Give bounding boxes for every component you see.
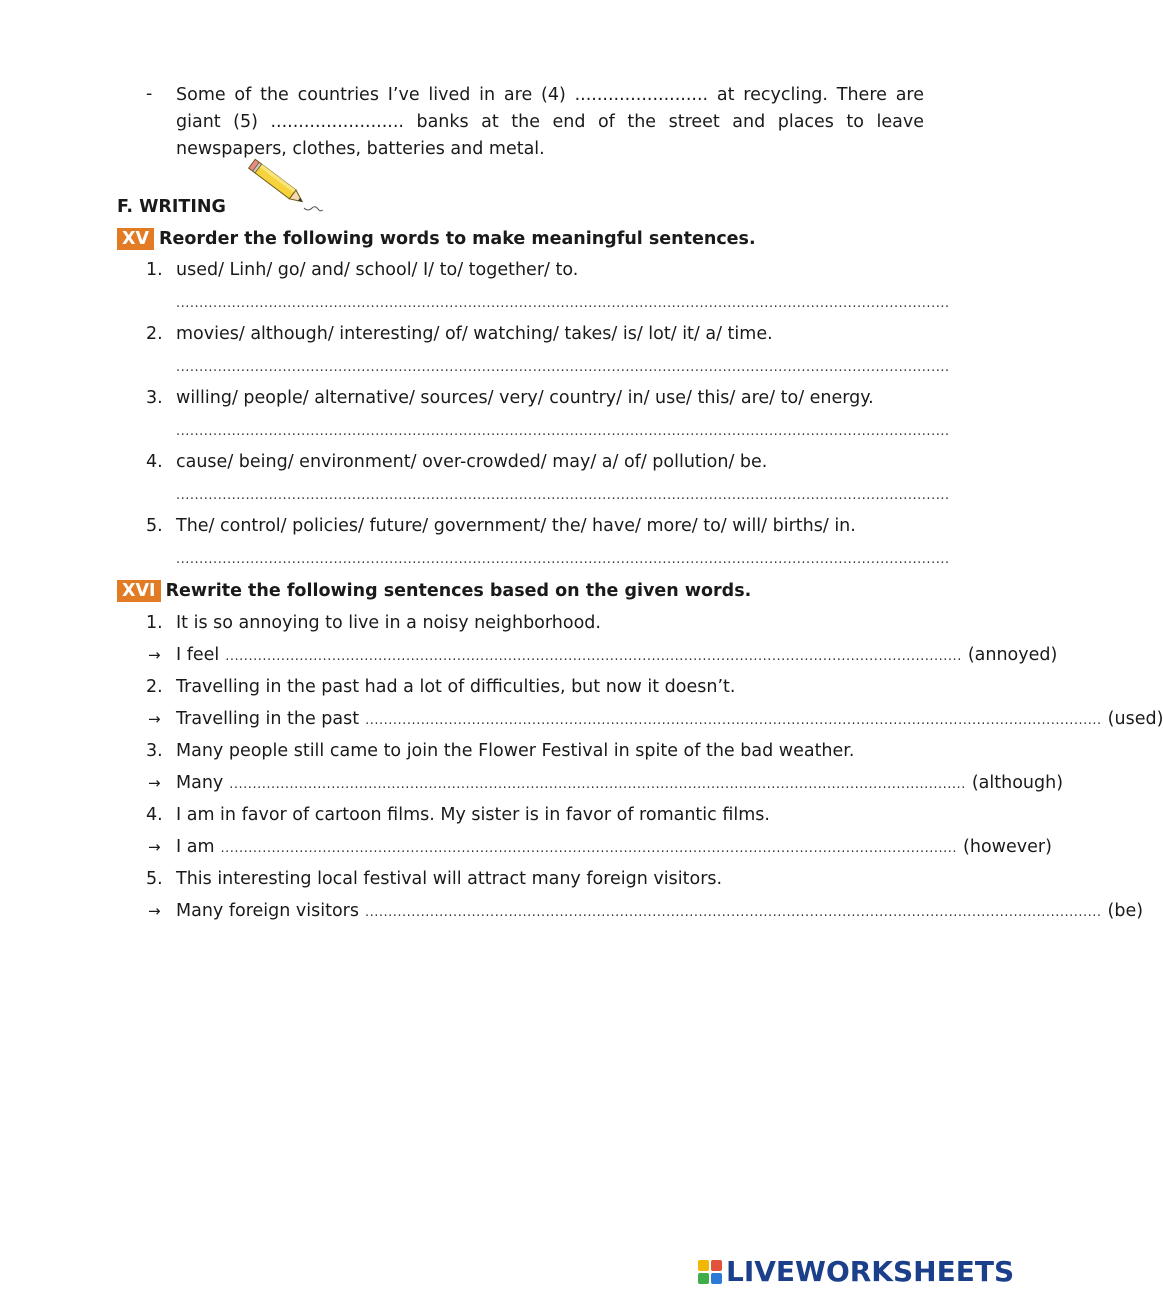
xvi-item-3-answer-line[interactable]: ............................................................................................................................................................... <box>229 777 966 792</box>
xv-item-4-words: cause/ being/ environment/ over-crowded/ may/ a/ of/ pollution/ be. <box>176 452 768 472</box>
xvi-item-4-rewrite-line <box>176 837 1052 857</box>
xvi-item-3-hint: (although) <box>971 773 1064 793</box>
xv-item-1-answer-line[interactable]: ....................................................................................................................................................................... <box>176 296 950 311</box>
xv-item-2-words: movies/ although/ interesting/ of/ watching/ takes/ is/ lot/ it/ a/ time. <box>176 324 773 344</box>
xvi-item-2-number: 2. <box>146 677 163 697</box>
xv-item-4-answer-line[interactable]: ....................................................................................................................................................................... <box>176 488 950 503</box>
xvi-item-2-rewrite-line <box>176 709 1163 729</box>
xvi-item-4-answer-line[interactable]: ............................................................................................................................................................... <box>220 841 958 856</box>
task-xv-instruction: Reorder the following words to make meaningful sentences. <box>159 229 756 249</box>
xv-item-3-words: willing/ people/ alternative/ sources/ very/ country/ in/ use/ this/ are/ to/ energy. <box>176 388 874 408</box>
xvi-item-1-rewrite-line <box>176 645 1058 665</box>
logo-square <box>698 1260 709 1271</box>
xvi-item-1-number: 1. <box>146 613 163 633</box>
arrow-icon: → <box>148 710 161 728</box>
xvi-item-4-hint: (however) <box>963 837 1052 857</box>
xvi-item-5-sentence: This interesting local festival will attract many foreign visitors. <box>176 869 723 889</box>
xv-item-5-number: 5. <box>146 516 163 536</box>
arrow-icon: → <box>148 838 161 856</box>
xvi-item-5-number: 5. <box>146 869 163 889</box>
pencil-icon <box>248 162 324 218</box>
arrow-icon: → <box>148 902 161 920</box>
xvi-item-3-start: Many <box>176 773 224 793</box>
task-xvi-tag: XVI <box>117 580 161 602</box>
xvi-item-1-sentence: It is so annoying to live in a noisy neighborhood. <box>176 613 601 633</box>
liveworksheets-logo <box>698 1255 1014 1288</box>
task-xvi-instruction: Rewrite the following sentences based on the given words. <box>165 581 752 601</box>
xvi-item-1-hint: (annoyed) <box>967 645 1058 665</box>
xv-item-3-answer-line[interactable]: ....................................................................................................................................................................... <box>176 424 950 439</box>
xvi-item-4-start: I am <box>176 837 215 857</box>
xvi-item-2-answer-line[interactable]: ............................................................................................................................................................... <box>365 713 1102 728</box>
task-xvi-heading <box>117 580 751 602</box>
logo-mark-icon <box>698 1260 722 1284</box>
xvi-item-5-hint: (be) <box>1107 901 1144 921</box>
xv-item-2-answer-line[interactable]: ....................................................................................................................................................................... <box>176 360 950 375</box>
xvi-item-3-sentence: Many people still came to join the Flower Festival in spite of the bad weather. <box>176 741 855 761</box>
logo-text: LIVEWORKSHEETS <box>726 1255 1015 1288</box>
arrow-icon: → <box>148 646 161 664</box>
xvi-item-2-sentence: Travelling in the past had a lot of difficulties, but now it doesn’t. <box>176 677 736 697</box>
section-title: F. WRITING <box>117 197 226 217</box>
xvi-item-2-hint: (used) <box>1107 709 1163 729</box>
xv-item-2-number: 2. <box>146 324 163 344</box>
task-xv-tag: XV <box>117 228 154 250</box>
xvi-item-5-start: Many foreign visitors <box>176 901 359 921</box>
xv-item-5-answer-line[interactable]: ....................................................................................................................................................................... <box>176 552 950 567</box>
task-xv-heading <box>117 228 756 250</box>
xvi-item-5-answer-line[interactable]: ............................................................................................................................................................... <box>364 905 1102 920</box>
xv-item-5-words: The/ control/ policies/ future/ government/ the/ have/ more/ to/ will/ births/ in. <box>176 516 856 536</box>
xv-item-1-number: 1. <box>146 260 163 280</box>
logo-square <box>711 1260 722 1271</box>
recycling-paragraph: Some of the countries I’ve lived in are (4) ........................ at recycling. There are giant (5) ........................ banks at the end of the street and places to leave newspapers, clothes, batteries and metal. <box>176 85 924 159</box>
bullet-dash: - <box>146 84 153 104</box>
xvi-item-4-number: 4. <box>146 805 163 825</box>
xvi-item-1-answer-line[interactable]: ............................................................................................................................................................... <box>225 649 962 664</box>
xv-item-1-words: used/ Linh/ go/ and/ school/ I/ to/ together/ to. <box>176 260 579 280</box>
xv-item-3-number: 3. <box>146 388 163 408</box>
xv-item-4-number: 4. <box>146 452 163 472</box>
xvi-item-4-sentence: I am in favor of cartoon films. My sister is in favor of romantic films. <box>176 805 770 825</box>
arrow-icon: → <box>148 774 161 792</box>
logo-square <box>698 1273 709 1284</box>
xvi-item-3-rewrite-line <box>176 773 1064 793</box>
xvi-item-5-rewrite-line <box>176 901 1144 921</box>
xvi-item-3-number: 3. <box>146 741 163 761</box>
xvi-item-1-start: I feel <box>176 645 220 665</box>
logo-square <box>711 1273 722 1284</box>
xvi-item-2-start: Travelling in the past <box>176 709 360 729</box>
